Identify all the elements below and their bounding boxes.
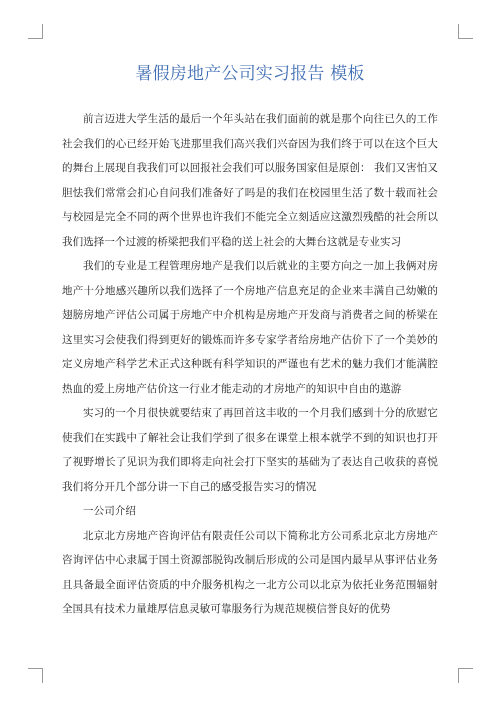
paragraph-major: 我们的专业是工程管理房地产是我们以后就业的主要方向之一加上我俩对房地产十分地感兴趣所以我们选择了一个房地产信息充足的企业来丰满自己幼嫩的翅膀房地产评估公司属于房地产中介机构是房地产开发商与消费者之间的桥梁在这里实习会使我们得到更好的锻炼而许多专家学者给房地产估价下了一个美妙的定义房地产科学艺术正式这种既有科学知识的严谨也有艺术的魅力我们才能满腔热血的爱上房地产估价这一行业才能走动的才房地产的知识中自由的遨游 [62, 260, 438, 395]
crop-mark-top-right [458, 24, 473, 39]
section-heading-company-intro: 一公司介绍 [83, 505, 136, 517]
document-body [62, 107, 438, 622]
paragraph-preface: 前言迈进大学生活的最后一个年头站在我们面前的就是那个向往已久的工作社会我们的心已经开始飞进那里我们高兴我们兴奋因为我们终于可以在这个巨大的舞台上展现自我我们可以回报社会我们可以服务国家但是原创： 我们又害怕又胆怯我们常常会扪心自问我们准备好了吗是的我们在校园里生活了数十载而社会与校园是完全不同的两个世界也许我们不能完全立刻适应这激烈残酷的社会所以我们选择一个过渡的桥梁把我们平稳的送上社会的大舞台这就是专业实习 [62, 113, 438, 248]
crop-mark-bottom-left [28, 668, 43, 683]
paragraph-company: 北京北方房地产咨询评估有限责任公司以下简称北方公司系北京北方房地产咨询评估中心隶属于国土资源部脱钩改制后形成的公司是国内最早从事评估业务且具备最全面评估资质的中介服务机构之一北方公司以北京为依托业务范围辐射全国具有技术力量雄厚信息灵敏可靠服务行为规范规模信誉良好的优势 [62, 529, 438, 615]
paragraph-summary: 实习的一个月很快就要结束了再回首这丰收的一个月我们感到十分的欣慰它使我们在实践中了解社会让我们学到了很多在课堂上根本就学不到的知识也打开了视野增长了见识为我们即将走向社会打下坚实的基础为了表达自己收获的喜悦我们将分开几个部分讲一下自己的感受报告实习的情况 [62, 407, 438, 493]
crop-mark-top-left [28, 24, 43, 39]
document-title: 暑假房地产公司实习报告 模板 [135, 64, 365, 84]
crop-mark-bottom-right [458, 668, 473, 683]
